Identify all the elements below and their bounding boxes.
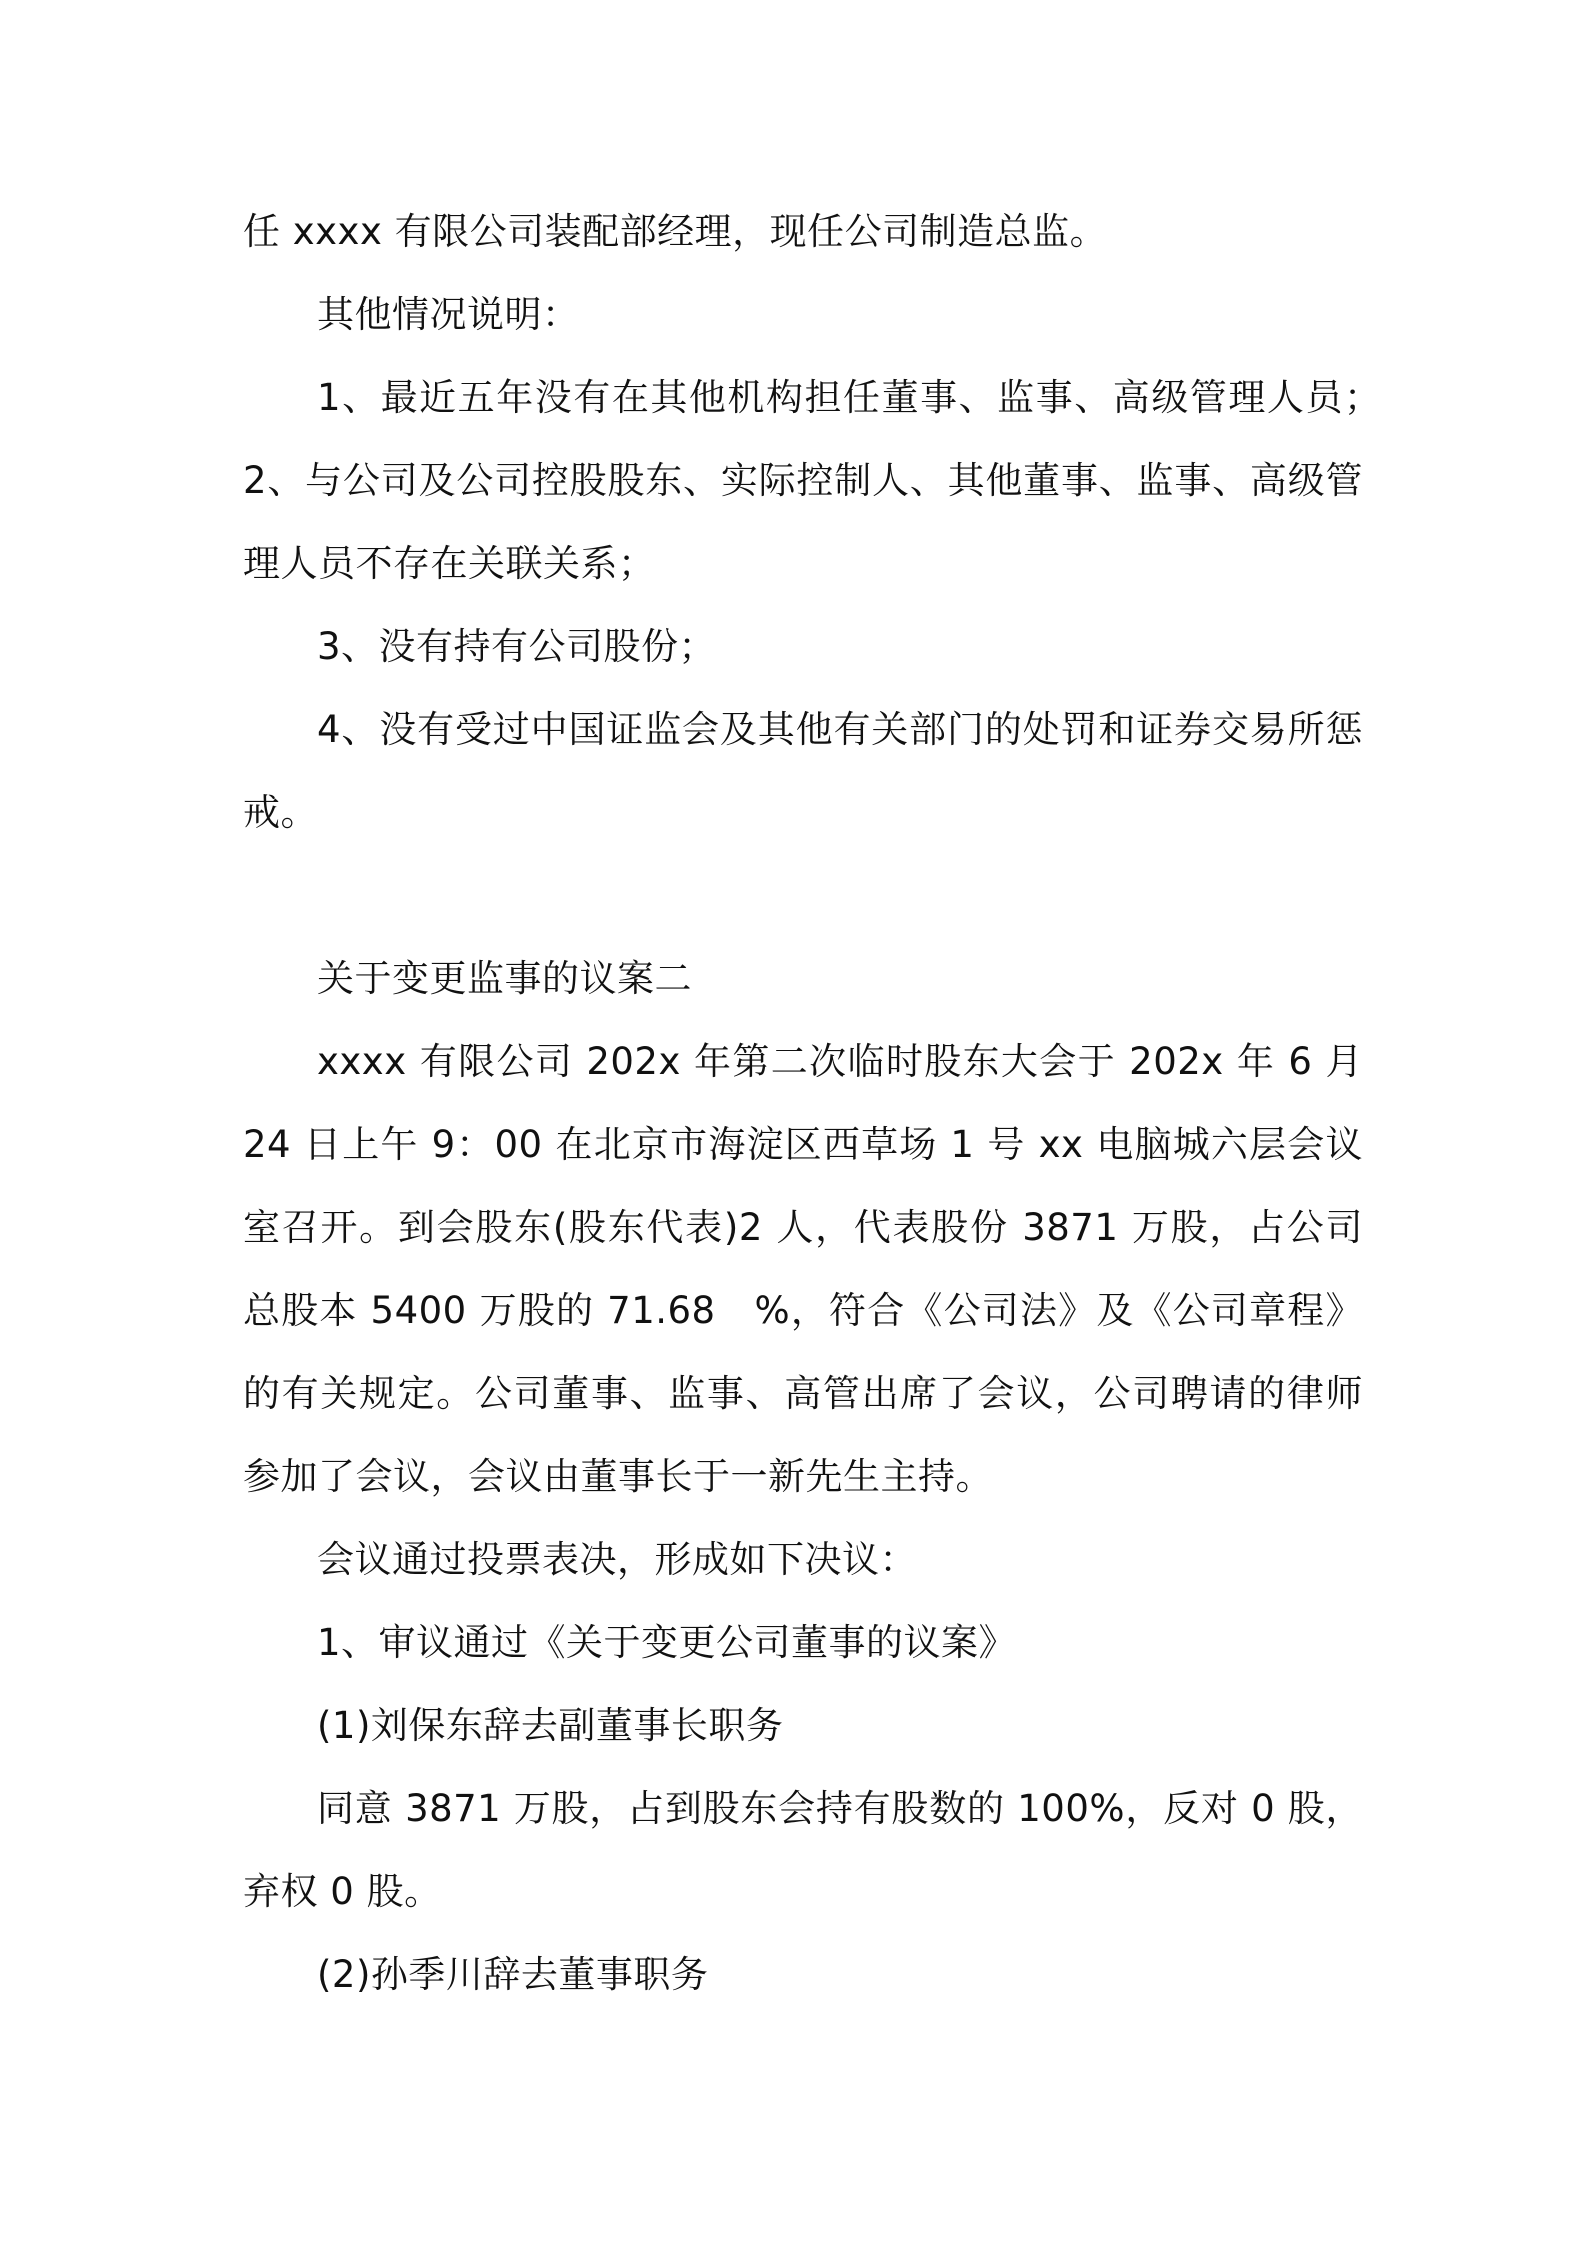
paragraph-other-notes-heading: 其他情况说明： (317, 293, 580, 336)
paragraph-notes-item-1-2: 1、最近五年没有在其他机构担任董事、监事、高级管理人员； 2、与公司及公司控股股东、实际控制人、其他董事、监事、高级管理人员不存在关联关系； (243, 376, 1401, 585)
paragraph-previous-position: 任 xxxx 有限公司装配部经理，现任公司制造总监。 (243, 210, 1108, 253)
document-body (243, 190, 1401, 2016)
paragraph-resolution-1-item-1: (1)刘保东辞去副董事长职务 (317, 1704, 784, 1747)
section-title-supervisor-proposal-2: 关于变更监事的议案二 (317, 957, 692, 1000)
paragraph-notes-item-3: 3、没有持有公司股份； (317, 625, 717, 668)
paragraph-meeting-details: xxxx 有限公司 202x 年第二次临时股东大会于 202x 年 6 月 24 日上午 9：00 在北京市海淀区西草场 1 号 xx 电脑城六层会议室召开。到会股东(股东代表)2 人，代表股份 3871 万股，占公司总股本 5400 万股的 71.68 %，符合《公司法》及《公司章程》的有关规定。公司董事、监事、高管出席了会议，公司聘请的律师参加了会议，会议由董事长于一新先生主持。 (243, 1040, 1363, 1498)
paragraph-resolution-intro: 会议通过投票表决，形成如下决议： (317, 1538, 917, 1581)
paragraph-resolution-1: 1、审议通过《关于变更公司董事的议案》 (317, 1621, 1017, 1664)
paragraph-spacer (243, 854, 1363, 937)
paragraph-vote-result: 同意 3871 万股，占到股东会持有股数的 100%，反对 0 股，弃权 0 股。 (243, 1787, 1363, 1913)
paragraph-resolution-1-item-2: (2)孙季川辞去董事职务 (317, 1953, 709, 1996)
paragraph-notes-item-4: 4、没有受过中国证监会及其他有关部门的处罚和证券交易所惩戒。 (243, 708, 1363, 834)
